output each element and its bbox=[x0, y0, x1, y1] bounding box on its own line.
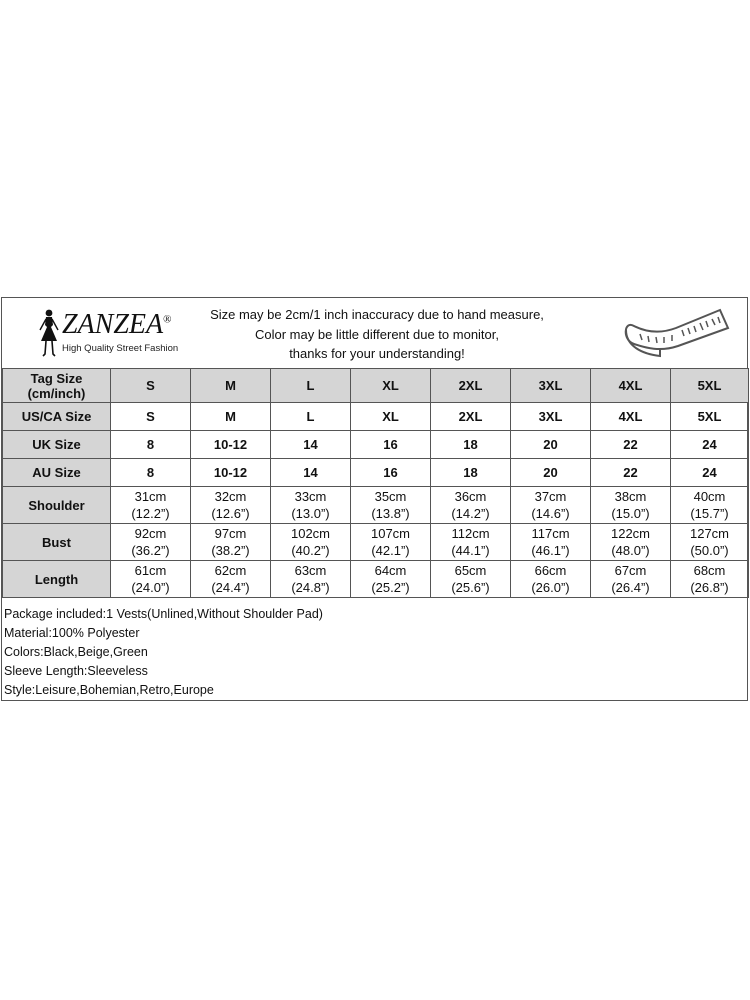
table-cell: 122cm (48.0”) bbox=[591, 524, 671, 561]
table-cell: 64cm (25.2”) bbox=[351, 561, 431, 598]
table-cell: 67cm (26.4”) bbox=[591, 561, 671, 598]
size-header: XL bbox=[351, 369, 431, 403]
product-info bbox=[2, 602, 747, 700]
table-cell: 14 bbox=[271, 459, 351, 487]
table-row bbox=[3, 487, 749, 524]
table-cell: 16 bbox=[351, 431, 431, 459]
table-cell: 18 bbox=[431, 459, 511, 487]
size-chart bbox=[1, 297, 748, 701]
size-header: L bbox=[271, 369, 351, 403]
table-cell: 36cm (14.2”) bbox=[431, 487, 511, 524]
table-cell: 37cm (14.6”) bbox=[511, 487, 591, 524]
measurement-notice bbox=[182, 305, 572, 364]
table-cell: 14 bbox=[271, 431, 351, 459]
table-cell: M bbox=[191, 403, 271, 431]
table-cell: L bbox=[271, 403, 351, 431]
table-row bbox=[3, 561, 749, 598]
table-cell: 8 bbox=[111, 431, 191, 459]
table-row bbox=[3, 403, 749, 431]
table-row bbox=[3, 459, 749, 487]
brand-tagline: High Quality Street Fashion bbox=[62, 343, 179, 354]
table-cell: 4XL bbox=[591, 403, 671, 431]
info-line: Colors:Black,Beige,Green bbox=[4, 645, 148, 659]
table-cell: 22 bbox=[591, 431, 671, 459]
table-cell: 5XL bbox=[671, 403, 749, 431]
table-cell: 63cm (24.8”) bbox=[271, 561, 351, 598]
table-cell: 10-12 bbox=[191, 459, 271, 487]
table-cell: 35cm (13.8”) bbox=[351, 487, 431, 524]
table-cell: 102cm (40.2”) bbox=[271, 524, 351, 561]
table-cell: 2XL bbox=[431, 403, 511, 431]
info-line: Package included:1 Vests(Unlined,Without Shoulder Pad) bbox=[4, 607, 323, 621]
notice-line: Color may be little different due to monitor, bbox=[255, 326, 499, 342]
row-label: UK Size bbox=[3, 431, 111, 459]
table-cell: 24 bbox=[671, 431, 749, 459]
size-header: 3XL bbox=[511, 369, 591, 403]
info-line: Sleeve Length:Sleeveless bbox=[4, 664, 148, 678]
size-header: M bbox=[191, 369, 271, 403]
info-line: Style:Leisure,Bohemian,Retro,Europe bbox=[4, 683, 214, 697]
size-header: 2XL bbox=[431, 369, 511, 403]
table-cell: 117cm (46.1”) bbox=[511, 524, 591, 561]
row-label: Shoulder bbox=[3, 487, 111, 524]
table-cell: 107cm (42.1”) bbox=[351, 524, 431, 561]
woman-silhouette-icon bbox=[36, 308, 62, 358]
table-cell: 38cm (15.0”) bbox=[591, 487, 671, 524]
table-cell: 20 bbox=[511, 459, 591, 487]
table-cell: 33cm (13.0”) bbox=[271, 487, 351, 524]
table-row bbox=[3, 369, 749, 403]
table-cell: 31cm (12.2”) bbox=[111, 487, 191, 524]
table-cell: 65cm (25.6”) bbox=[431, 561, 511, 598]
size-header: 4XL bbox=[591, 369, 671, 403]
table-cell: 112cm (44.1”) bbox=[431, 524, 511, 561]
table-cell: 127cm (50.0”) bbox=[671, 524, 749, 561]
table-cell: 20 bbox=[511, 431, 591, 459]
row-label: US/CA Size bbox=[3, 403, 111, 431]
table-row bbox=[3, 431, 749, 459]
size-header: S bbox=[111, 369, 191, 403]
size-header: 5XL bbox=[671, 369, 749, 403]
table-cell: 22 bbox=[591, 459, 671, 487]
notice-line: Size may be 2cm/1 inch inaccuracy due to hand measure, bbox=[210, 307, 544, 322]
table-cell: 61cm (24.0”) bbox=[111, 561, 191, 598]
size-table bbox=[2, 368, 749, 598]
tag-size-header: Tag Size (cm/inch) bbox=[3, 369, 111, 403]
table-cell: 68cm (26.8”) bbox=[671, 561, 749, 598]
brand-name: ZANZEA® bbox=[62, 309, 172, 340]
table-cell: 3XL bbox=[511, 403, 591, 431]
table-cell: XL bbox=[351, 403, 431, 431]
table-cell: 92cm (36.2”) bbox=[111, 524, 191, 561]
table-cell: S bbox=[111, 403, 191, 431]
notice-line: thanks for your understanding! bbox=[289, 346, 465, 361]
table-cell: 24 bbox=[671, 459, 749, 487]
table-cell: 62cm (24.4”) bbox=[191, 561, 271, 598]
row-label: Bust bbox=[3, 524, 111, 561]
table-cell: 18 bbox=[431, 431, 511, 459]
row-label: Length bbox=[3, 561, 111, 598]
brand-logo bbox=[36, 308, 186, 358]
measuring-tape-icon bbox=[620, 306, 732, 362]
size-chart-header bbox=[2, 298, 747, 369]
table-row bbox=[3, 524, 749, 561]
table-cell: 40cm (15.7”) bbox=[671, 487, 749, 524]
info-line: Material:100% Polyester bbox=[4, 626, 140, 640]
row-label: AU Size bbox=[3, 459, 111, 487]
table-cell: 8 bbox=[111, 459, 191, 487]
table-cell: 10-12 bbox=[191, 431, 271, 459]
table-cell: 16 bbox=[351, 459, 431, 487]
table-cell: 66cm (26.0”) bbox=[511, 561, 591, 598]
table-cell: 97cm (38.2”) bbox=[191, 524, 271, 561]
table-cell: 32cm (12.6”) bbox=[191, 487, 271, 524]
